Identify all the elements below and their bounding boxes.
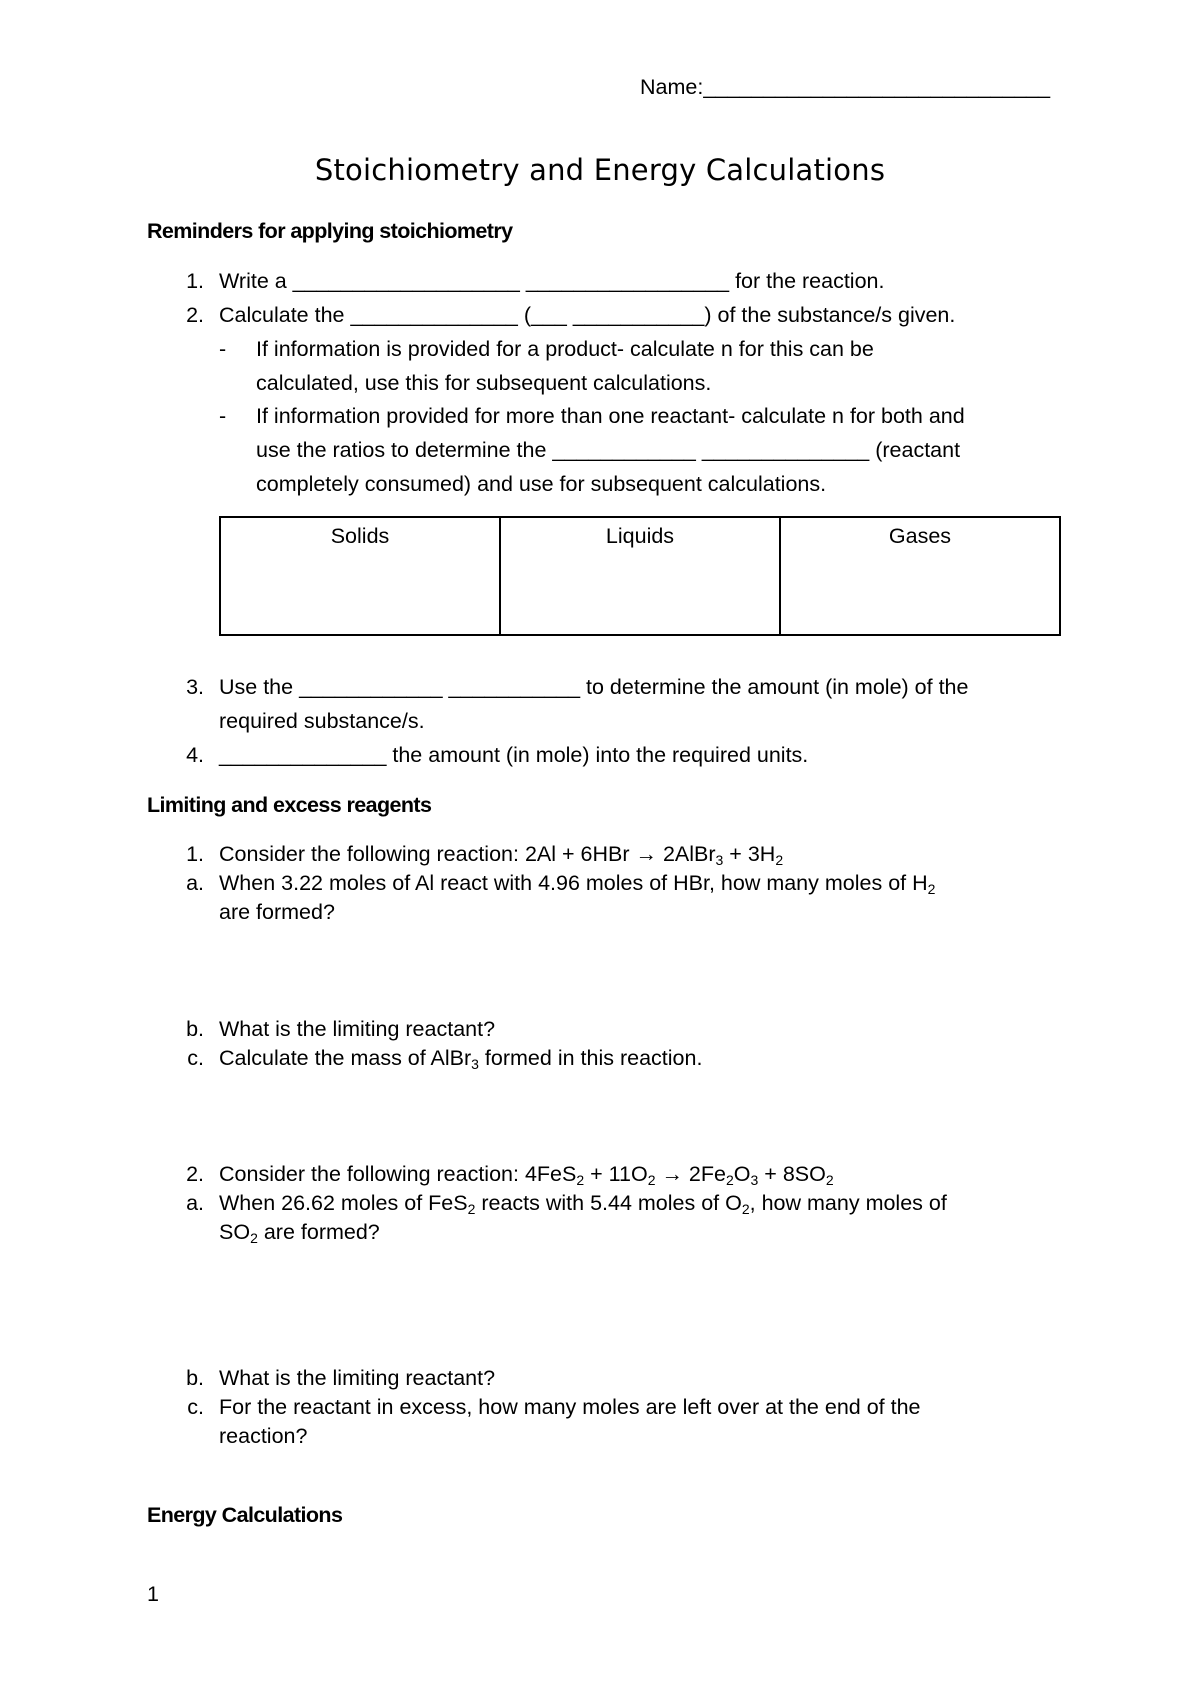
question-text: When 26.62 moles of FeS$_2$ reacts with 5.44 moles of $O_2$, how many moles of [219, 1191, 947, 1217]
table-header-gases: Gases [780, 517, 1060, 635]
list-letter: a. [186, 871, 204, 895]
question-text: Calculate the mass of AlBr$_3$ formed in this reaction. [219, 1046, 703, 1072]
list-letter: b. [186, 1017, 204, 1041]
reaction-equation: Consider the following reaction: $4FeS_2 + 11O_2 \to 2Fe_2O_3 + 8SO_2$ [219, 1162, 834, 1188]
page-number: 1 [147, 1582, 159, 1606]
list-text: required substance/s. [219, 709, 425, 733]
table-header-liquids: Liquids [500, 517, 780, 635]
bullet-text-line: use the ratios to determine the ____________ ______________ (reactant [256, 438, 961, 462]
question-text: What is the limiting reactant? [219, 1366, 496, 1390]
bullet-text-line: If information is provided for a product- calculate n for this can be [256, 337, 874, 361]
list-number: 1. [186, 842, 204, 866]
page-title: Stoichiometry and Energy Calculations [314, 153, 886, 187]
list-text: Write a ___________________ _________________ for the reaction. [219, 269, 885, 293]
question-text: What is the limiting reactant? [219, 1017, 496, 1041]
list-number: 3. [186, 675, 204, 699]
question-text: are formed? [219, 900, 335, 924]
bullet-text-line: calculated, use this for subsequent calculations. [256, 371, 712, 395]
list-number: 2. [186, 303, 204, 327]
section-heading-limiting: Limiting and excess reagents [147, 793, 432, 817]
list-letter: c. [187, 1046, 204, 1070]
bullet-text-line: completely consumed) and use for subsequent calculations. [256, 472, 827, 496]
question-text: When 3.22 moles of Al react with 4.96 moles of HBr, how many moles of $H_2$ [219, 871, 936, 897]
question-text: reaction? [219, 1424, 308, 1448]
list-letter: a. [186, 1191, 204, 1215]
list-text: Calculate the ______________ (___ ___________) of the substance/s given. [219, 303, 956, 327]
name-field-label: Name:_____________________________ [640, 75, 1051, 99]
list-number: 4. [186, 743, 204, 767]
bullet-dash: - [219, 404, 227, 428]
question-text: For the reactant in excess, how many moles are left over at the end of the [219, 1395, 921, 1419]
list-number: 2. [186, 1162, 204, 1186]
section-heading-energy: Energy Calculations [147, 1503, 343, 1527]
bullet-text-line: If information provided for more than one reactant- calculate n for both and [256, 404, 965, 428]
list-number: 1. [186, 269, 204, 293]
list-letter: b. [186, 1366, 204, 1390]
list-letter: c. [187, 1395, 204, 1419]
section-heading-reminders: Reminders for applying stoichiometry [147, 219, 513, 243]
question-text: $SO_2$ are formed? [219, 1220, 380, 1246]
bullet-dash: - [219, 337, 227, 361]
reaction-equation: Consider the following reaction: 2Al + 6HBr → 2AlBr$_3$ + $3H_2$ [219, 842, 784, 868]
states-of-matter-table [219, 516, 1061, 636]
list-text: Use the ____________ ___________ to determine the amount (in mole) of the [219, 675, 969, 699]
list-text: ______________ the amount (in mole) into the required units. [219, 743, 809, 767]
table-header-solids: Solids [220, 517, 500, 635]
